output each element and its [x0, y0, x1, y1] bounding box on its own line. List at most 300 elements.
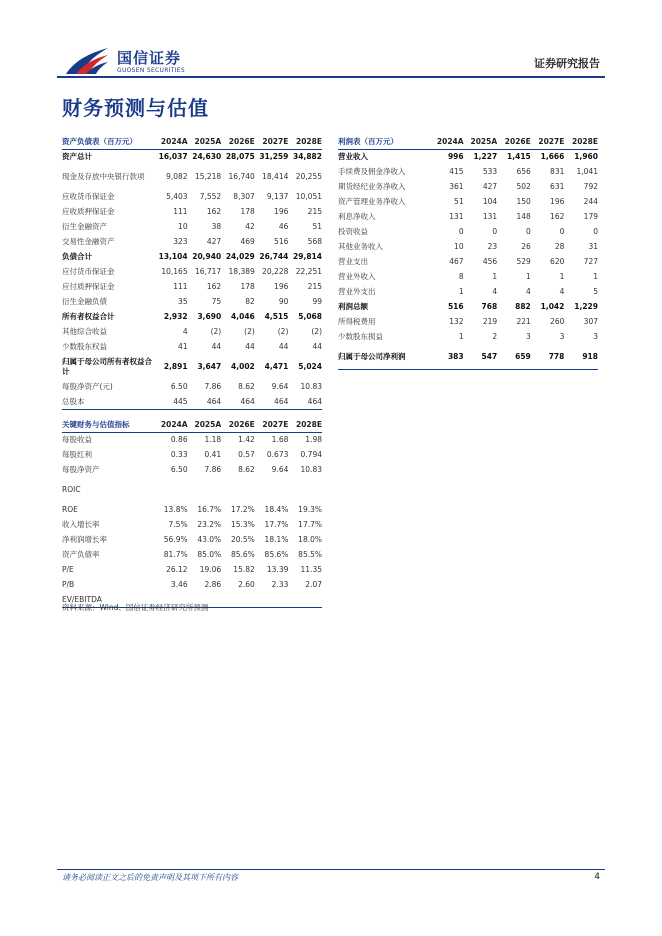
cell-value: 456: [482, 257, 498, 266]
cell-value: 2,932: [163, 312, 188, 321]
row-label: 资产管理业务净收入: [338, 196, 406, 206]
column-header: 2026E: [221, 418, 255, 432]
cell-value: 85.6%: [264, 550, 289, 559]
income-statement-table: [338, 135, 598, 370]
row-label: 负债合计: [62, 251, 92, 261]
table-row: [62, 432, 322, 447]
row-label: 应收货币保证金: [62, 191, 115, 201]
table-row: [62, 234, 322, 249]
cell-value: 8: [458, 272, 464, 281]
cell-value: 1,041: [576, 167, 598, 176]
table-row: [62, 577, 322, 592]
cell-value: 8,307: [233, 192, 255, 201]
column-header: 2028E: [564, 135, 598, 149]
cell-value: 3,647: [197, 362, 222, 371]
cell-value: 11.35: [300, 565, 322, 574]
cell-value: 90: [278, 297, 289, 306]
cell-value: 1.68: [271, 435, 289, 445]
cell-value: 20.5%: [230, 535, 255, 544]
row-label: 其他综合收益: [62, 326, 107, 336]
cell-value: 85.0%: [197, 550, 222, 559]
key-metrics-table: [62, 418, 322, 608]
table-row: [62, 394, 322, 409]
table-row: [62, 149, 322, 164]
cell-value: 427: [482, 182, 498, 191]
cell-value: 131: [449, 212, 464, 221]
cell-value: 18.1%: [264, 535, 289, 544]
cell-value: 99: [312, 297, 322, 306]
cell-value: 464: [307, 397, 322, 406]
cell-value: 28,075: [225, 152, 255, 162]
table-row: [338, 314, 598, 329]
cell-value: 51: [454, 197, 464, 206]
cell-value: 918: [582, 352, 598, 361]
row-label: 所有者权益合计: [62, 311, 115, 321]
logo-text-cn: 国信证券: [117, 49, 182, 67]
page-number: 4: [594, 872, 600, 882]
cell-value: 244: [583, 197, 598, 206]
cell-value: 427: [206, 237, 222, 246]
cell-value: 10.83: [300, 465, 322, 474]
cell-value: 104: [482, 197, 498, 206]
cell-value: 82: [245, 297, 255, 306]
cell-value: 162: [206, 282, 222, 291]
row-label: 其他业务收入: [338, 241, 383, 251]
row-label: 应付货币保证金: [62, 266, 115, 276]
table-row: [62, 324, 322, 339]
table-title: 利润表（百万元）: [338, 135, 430, 149]
cell-value: 1.18: [204, 435, 222, 445]
cell-value: 4: [492, 287, 498, 296]
cell-value: 162: [550, 212, 565, 221]
cell-value: 568: [307, 237, 322, 246]
cell-value: 44: [211, 342, 222, 351]
table-row: [338, 254, 598, 269]
column-header: 2025A: [188, 135, 222, 149]
cell-value: 15,218: [194, 172, 222, 181]
cell-value: 1,227: [473, 152, 498, 162]
footer-disclaimer: 请务必阅读正文之后的免责声明及其项下所有内容: [62, 873, 238, 882]
balance-sheet-table: [62, 135, 322, 410]
table-title: 资产负债表（百万元）: [62, 135, 154, 149]
cell-value: 8.62: [238, 465, 255, 474]
cell-value: 469: [240, 237, 255, 246]
table-row: [338, 194, 598, 209]
cell-value: 81.7%: [163, 550, 188, 559]
table-row: [338, 329, 598, 344]
table-row: [62, 219, 322, 234]
column-header: 2027E: [255, 135, 289, 149]
table-row: [338, 149, 598, 164]
cell-value: 16,717: [194, 267, 222, 276]
cell-value: 4,046: [231, 312, 255, 321]
cell-value: 882: [515, 302, 531, 311]
cell-value: 196: [550, 197, 565, 206]
cell-value: 215: [307, 207, 322, 216]
cell-value: 768: [481, 302, 498, 311]
row-label: P/E: [62, 564, 74, 574]
cell-value: 0.33: [170, 450, 188, 459]
column-header: 2025A: [464, 135, 498, 149]
cell-value: 6.50: [170, 465, 188, 474]
row-label: 每股红利: [62, 449, 92, 459]
row-label: 营业收入: [338, 151, 368, 161]
cell-value: 831: [550, 167, 565, 176]
cell-value: (2): [210, 327, 222, 336]
row-label: 每股净资产(元): [62, 381, 113, 391]
cell-value: 7.5%: [168, 520, 188, 529]
cell-value: 778: [548, 352, 565, 361]
cell-value: 26.12: [166, 565, 188, 574]
cell-value: 46: [278, 222, 289, 231]
row-label: 手续费及佣金净收入: [338, 166, 406, 176]
row-label: 所得税费用: [338, 316, 376, 326]
cell-value: 19.06: [199, 565, 222, 574]
row-label: 衍生金融资产: [62, 221, 107, 231]
table-row: [338, 164, 598, 179]
cell-value: 111: [173, 207, 188, 216]
cell-value: 8.62: [238, 382, 255, 391]
row-label: 利润总额: [338, 301, 368, 311]
cell-value: 26: [521, 242, 531, 251]
cell-value: 1: [458, 332, 464, 341]
row-label: 资产负债率: [62, 549, 100, 559]
cell-value: 0.794: [300, 450, 322, 459]
column-header: 2028E: [288, 418, 322, 432]
cell-value: 2.33: [271, 580, 289, 589]
cell-value: 178: [240, 282, 255, 291]
row-label: 应付质押保证金: [62, 281, 115, 291]
column-header: 2026E: [497, 135, 531, 149]
cell-value: 533: [482, 167, 498, 176]
cell-value: 75: [211, 297, 222, 306]
cell-value: 18,389: [228, 267, 255, 276]
cell-value: 31,259: [259, 152, 289, 162]
column-header: 2028E: [288, 135, 322, 149]
cell-value: 464: [274, 397, 289, 406]
cell-value: 2: [492, 332, 498, 341]
cell-value: 1,666: [540, 152, 565, 162]
column-header: 2025A: [188, 418, 222, 432]
row-label: ROIC: [62, 484, 81, 494]
row-label: 每股收益: [62, 434, 92, 444]
cell-value: 1.98: [305, 435, 322, 445]
table-row: [62, 294, 322, 309]
cell-value: 10: [178, 222, 188, 231]
cell-value: 20,228: [262, 267, 289, 276]
cell-value: 4,002: [231, 362, 255, 371]
header-divider: [57, 76, 605, 78]
cell-value: 28: [554, 242, 565, 251]
cell-value: 150: [516, 197, 531, 206]
cell-value: [154, 477, 188, 502]
row-label: 每股净资产: [62, 464, 100, 474]
cell-value: 148: [516, 212, 531, 221]
cell-value: 3,690: [197, 312, 222, 321]
cell-value: 35: [178, 297, 188, 306]
cell-value: 464: [240, 397, 255, 406]
row-label: 营业外收入: [338, 271, 376, 281]
table-row: [62, 249, 322, 264]
cell-value: 18.0%: [298, 535, 322, 544]
cell-value: 307: [583, 317, 598, 326]
table-row: [62, 547, 322, 562]
cell-value: 9.64: [271, 465, 289, 474]
report-header: [0, 0, 662, 84]
cell-value: 44: [278, 342, 289, 351]
cell-value: 464: [206, 397, 222, 406]
cell-value: 415: [449, 167, 464, 176]
cell-value: 16,037: [158, 152, 188, 162]
cell-value: [255, 477, 289, 502]
cell-value: 22,251: [295, 267, 322, 276]
cell-value: 20,940: [192, 252, 222, 261]
report-type-label: 证券研究报告: [534, 57, 600, 70]
cell-value: 132: [449, 317, 464, 326]
table-row: [62, 189, 322, 204]
table-row: [62, 502, 322, 517]
cell-value: 2.86: [204, 580, 222, 589]
cell-value: 4,471: [264, 362, 289, 371]
cell-value: 20,255: [295, 172, 322, 181]
cell-value: 7.86: [204, 382, 222, 391]
cell-value: 502: [516, 182, 531, 191]
cell-value: 9,137: [266, 192, 289, 201]
cell-value: 1: [492, 272, 498, 281]
cell-value: 13.8%: [163, 505, 188, 514]
cell-value: [221, 592, 255, 607]
table-row: [62, 279, 322, 294]
table-row: [62, 532, 322, 547]
cell-value: 7,552: [199, 192, 222, 201]
cell-value: 24,029: [225, 252, 255, 261]
cell-value: 17.2%: [230, 505, 255, 514]
cell-value: 361: [449, 182, 464, 191]
cell-value: 178: [240, 207, 255, 216]
cell-value: 215: [307, 282, 322, 291]
cell-value: 659: [515, 352, 531, 361]
table-row: [62, 204, 322, 219]
cell-value: 162: [206, 207, 222, 216]
table-row: [338, 284, 598, 299]
row-label: 投资收益: [338, 226, 368, 236]
row-label: 资产总计: [62, 151, 92, 161]
cell-value: (2): [277, 327, 289, 336]
table-row: [338, 209, 598, 224]
cell-value: 5,068: [298, 312, 322, 321]
cell-value: 85.5%: [298, 550, 322, 559]
cell-value: 26,744: [259, 252, 289, 261]
cell-value: 131: [482, 212, 498, 221]
cell-value: 38: [211, 222, 222, 231]
table-row: [62, 462, 322, 477]
cell-value: [288, 477, 322, 502]
cell-value: 3: [559, 332, 565, 341]
cell-value: 51: [312, 222, 322, 231]
cell-value: 1,229: [574, 302, 598, 311]
cell-value: 196: [274, 282, 289, 291]
footer-divider: [57, 869, 605, 870]
cell-value: 9,082: [166, 172, 188, 181]
cell-value: 56.9%: [163, 535, 188, 544]
table-row: [338, 179, 598, 194]
cell-value: 4: [526, 287, 531, 296]
row-label: 净利润增长率: [62, 534, 107, 544]
cell-value: 996: [447, 152, 464, 162]
cell-value: 13,104: [158, 252, 188, 261]
cell-value: 1,960: [574, 152, 598, 162]
cell-value: 5: [593, 287, 598, 296]
row-label: 营业支出: [338, 256, 368, 266]
cell-value: [221, 477, 255, 502]
row-label: P/B: [62, 579, 75, 589]
table-row: [62, 339, 322, 354]
row-label: 归属于母公司净利润: [338, 351, 406, 361]
cell-value: 5,403: [166, 192, 188, 201]
cell-value: 1,415: [507, 152, 531, 162]
cell-value: 16.7%: [197, 505, 222, 514]
cell-value: 44: [245, 342, 255, 351]
cell-value: 10.83: [300, 382, 322, 391]
cell-value: 323: [173, 237, 188, 246]
row-label: EV/EBITDA: [62, 594, 102, 604]
table-row: [62, 379, 322, 394]
column-header: 2026E: [221, 135, 255, 149]
cell-value: 17.7%: [264, 520, 289, 529]
cell-value: 620: [550, 257, 565, 266]
cell-value: 43.0%: [197, 535, 222, 544]
cell-value: 19.3%: [298, 505, 322, 514]
table-row: [62, 264, 322, 279]
table-title: 关键财务与估值指标: [62, 418, 154, 432]
row-label: 期货经纪业务净收入: [338, 181, 406, 191]
cell-value: 16,740: [228, 172, 255, 181]
guosen-logo-icon: [64, 44, 110, 78]
row-label: 交易性金融资产: [62, 236, 115, 246]
column-header: 2024A: [154, 135, 188, 149]
row-label: 现金及存放中央银行款项: [62, 171, 145, 181]
cell-value: 516: [274, 237, 289, 246]
cell-value: 41: [178, 342, 188, 351]
table-row: [62, 164, 322, 189]
cell-value: 1: [593, 272, 598, 281]
cell-value: 0.41: [204, 450, 222, 459]
cell-value: 23: [487, 242, 498, 251]
cell-value: 34,882: [293, 152, 322, 162]
cell-value: 529: [516, 257, 531, 266]
column-header: 2027E: [255, 418, 289, 432]
cell-value: 445: [173, 397, 188, 406]
table-row: [62, 309, 322, 324]
cell-value: 3.46: [170, 580, 188, 589]
row-label: 少数股东权益: [62, 341, 107, 351]
table-row: [62, 562, 322, 577]
row-label: ROE: [62, 504, 78, 514]
cell-value: 467: [449, 257, 464, 266]
cell-value: 221: [516, 317, 531, 326]
cell-value: 0: [458, 227, 464, 236]
cell-value: (2): [311, 327, 322, 336]
cell-value: 727: [583, 257, 598, 266]
cell-value: 17.7%: [298, 520, 322, 529]
cell-value: [188, 477, 222, 502]
cell-value: 5,024: [298, 362, 322, 371]
cell-value: 10: [454, 242, 464, 251]
row-label: 少数股东损益: [338, 331, 383, 341]
cell-value: [255, 592, 289, 607]
cell-value: 547: [481, 352, 498, 361]
cell-value: 42: [245, 222, 255, 231]
cell-value: 1: [458, 287, 464, 296]
cell-value: 2,891: [163, 362, 188, 371]
logo-text-en: GUOSEN SECURITIES: [117, 67, 186, 74]
row-label: 营业外支出: [338, 286, 376, 296]
cell-value: 18,414: [262, 172, 289, 181]
table-row: [338, 224, 598, 239]
cell-value: 516: [447, 302, 464, 311]
cell-value: 10,165: [161, 267, 188, 276]
cell-value: 3: [526, 332, 531, 341]
row-label: 应收质押保证金: [62, 206, 115, 216]
cell-value: 7.86: [204, 465, 222, 474]
column-header: 2024A: [154, 418, 188, 432]
cell-value: 656: [516, 167, 531, 176]
table-row: [338, 239, 598, 254]
cell-value: 196: [274, 207, 289, 216]
cell-value: 1,042: [540, 302, 565, 311]
table-row: [338, 269, 598, 284]
source-note: 资料来源：Wind、国信证券经济研究所预测: [62, 603, 209, 612]
cell-value: 4,515: [264, 312, 289, 321]
cell-value: 23.2%: [197, 520, 222, 529]
table-row: [62, 447, 322, 462]
page-title: 财务预测与估值: [62, 96, 209, 120]
cell-value: 260: [550, 317, 565, 326]
cell-value: 3: [593, 332, 598, 341]
cell-value: 0: [559, 227, 565, 236]
cell-value: 0.86: [170, 435, 188, 445]
cell-value: 631: [550, 182, 565, 191]
cell-value: 0: [526, 227, 531, 236]
table-row: [62, 354, 322, 379]
cell-value: 0.57: [238, 450, 255, 459]
cell-value: 1: [526, 272, 531, 281]
cell-value: 24,630: [192, 152, 222, 162]
table-row: [338, 344, 598, 369]
cell-value: 0: [492, 227, 498, 236]
cell-value: 2.60: [238, 580, 255, 589]
cell-value: 9.64: [271, 382, 289, 391]
cell-value: 85.6%: [230, 550, 255, 559]
table-row: [62, 517, 322, 532]
cell-value: 0.673: [266, 450, 289, 459]
table-row: [338, 299, 598, 314]
cell-value: 44: [312, 342, 322, 351]
cell-value: 29,814: [293, 252, 322, 261]
cell-value: 31: [588, 242, 598, 251]
cell-value: 2.07: [305, 580, 322, 589]
cell-value: 0: [593, 227, 598, 236]
cell-value: 219: [482, 317, 498, 326]
cell-value: 4: [182, 327, 188, 336]
column-header: 2024A: [430, 135, 464, 149]
cell-value: 13.39: [266, 565, 289, 574]
row-label: 衍生金融负债: [62, 296, 107, 306]
cell-value: 15.3%: [230, 520, 255, 529]
cell-value: (2): [244, 327, 255, 336]
row-label: 利息净收入: [338, 211, 376, 221]
cell-value: 1: [559, 272, 565, 281]
